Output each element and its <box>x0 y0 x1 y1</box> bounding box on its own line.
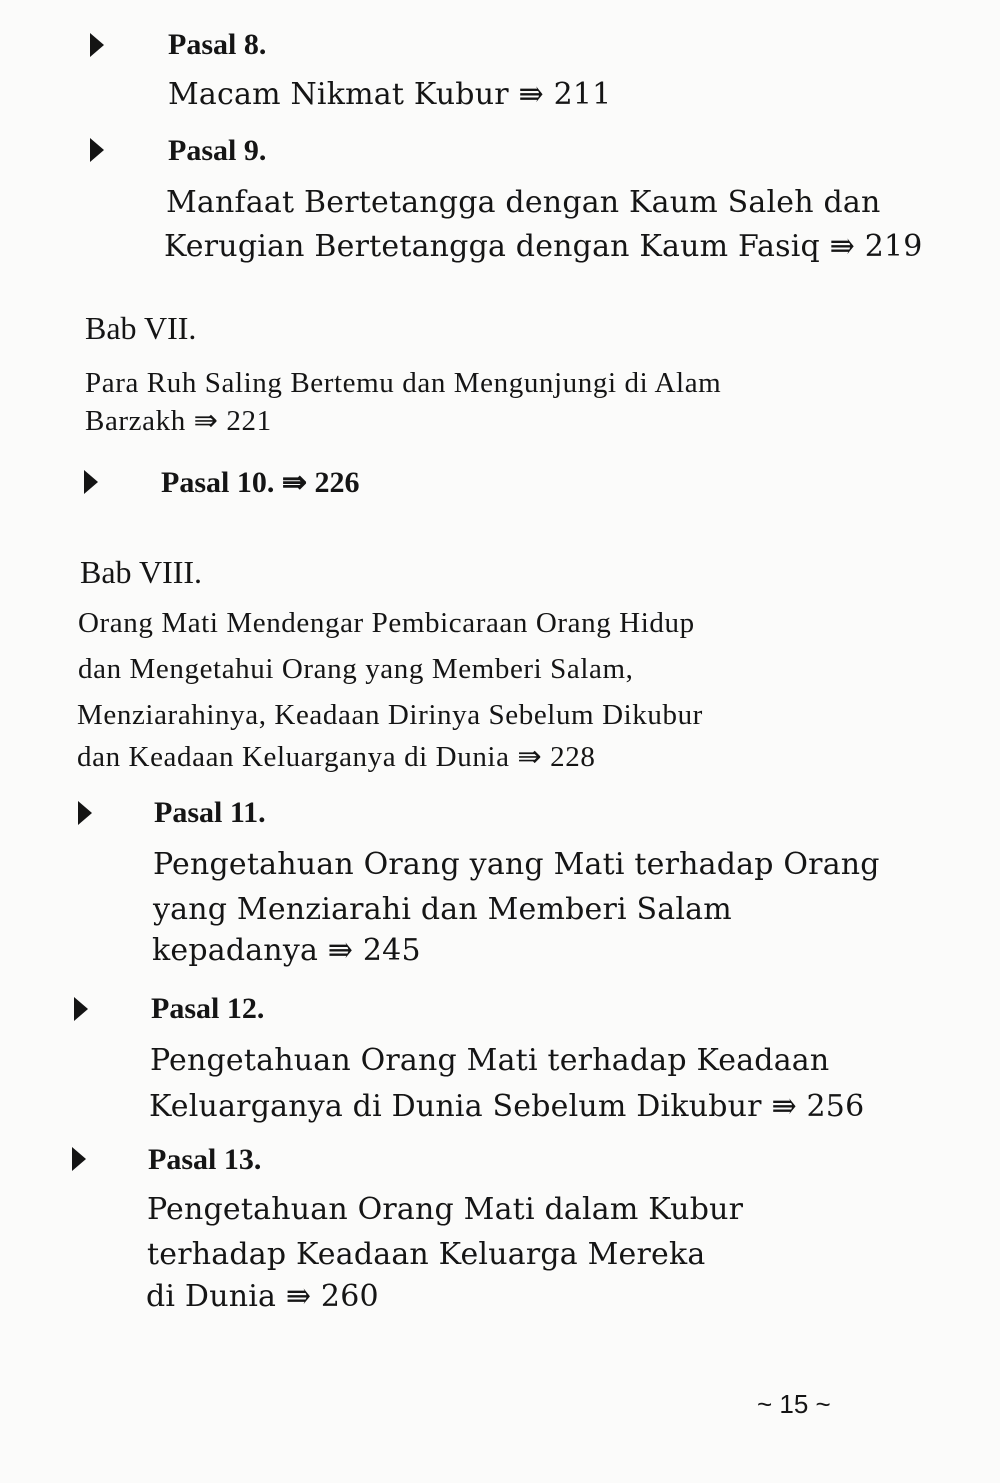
pasal-line: Pengetahuan Orang Mati terhadap Keadaan <box>150 1043 830 1078</box>
bullet-icon <box>74 997 88 1021</box>
pasal-title: Pasal 13. <box>148 1143 262 1176</box>
bullet-icon <box>78 801 92 825</box>
pasal-title: Pasal 9. <box>168 134 267 167</box>
pasal-title: Pasal 12. <box>151 992 265 1025</box>
pasal-line: yang Menziarahi dan Memberi Salam <box>153 892 732 927</box>
pasal-line: Manfaat Bertetangga dengan Kaum Saleh dan <box>166 185 881 220</box>
pasal-title: Pasal 10. ⇛ 226 <box>161 466 360 499</box>
pasal-title: Pasal 8. <box>168 28 267 61</box>
pasal-line: Pengetahuan Orang yang Mati terhadap Orang <box>153 847 880 882</box>
bab-line: Barzakh ⇛ 221 <box>85 405 272 437</box>
pasal-line: Macam Nikmat Kubur ⇛ 211 <box>168 77 612 112</box>
page-number: ~ 15 ~ <box>757 1389 831 1419</box>
bab-line: dan Keadaan Keluarganya di Dunia ⇛ 228 <box>77 741 596 773</box>
bab-title: Bab VII. <box>85 310 197 346</box>
bullet-icon <box>90 33 104 57</box>
bab-line: Menziarahinya, Keadaan Dirinya Sebelum Dikubur <box>77 699 703 731</box>
pasal-line: kepadanya ⇛ 245 <box>152 933 421 968</box>
pasal-line: Keluarganya di Dunia Sebelum Dikubur ⇛ 256 <box>149 1089 865 1124</box>
pasal-line: terhadap Keadaan Keluarga Mereka <box>147 1237 706 1272</box>
pasal-title: Pasal 11. <box>154 796 266 829</box>
bab-title: Bab VIII. <box>80 554 203 590</box>
bab-line: Orang Mati Mendengar Pembicaraan Orang Hidup <box>78 607 695 639</box>
pasal-line: Pengetahuan Orang Mati dalam Kubur <box>147 1192 744 1227</box>
bab-line: Para Ruh Saling Bertemu dan Mengunjungi di Alam <box>85 367 722 399</box>
bullet-icon <box>84 470 98 494</box>
pasal-line: Kerugian Bertetangga dengan Kaum Fasiq ⇛ 219 <box>164 229 923 264</box>
bullet-icon <box>72 1147 86 1171</box>
bullet-icon <box>90 138 104 162</box>
bab-line: dan Mengetahui Orang yang Memberi Salam, <box>78 653 634 685</box>
pasal-line: di Dunia ⇛ 260 <box>146 1279 379 1314</box>
